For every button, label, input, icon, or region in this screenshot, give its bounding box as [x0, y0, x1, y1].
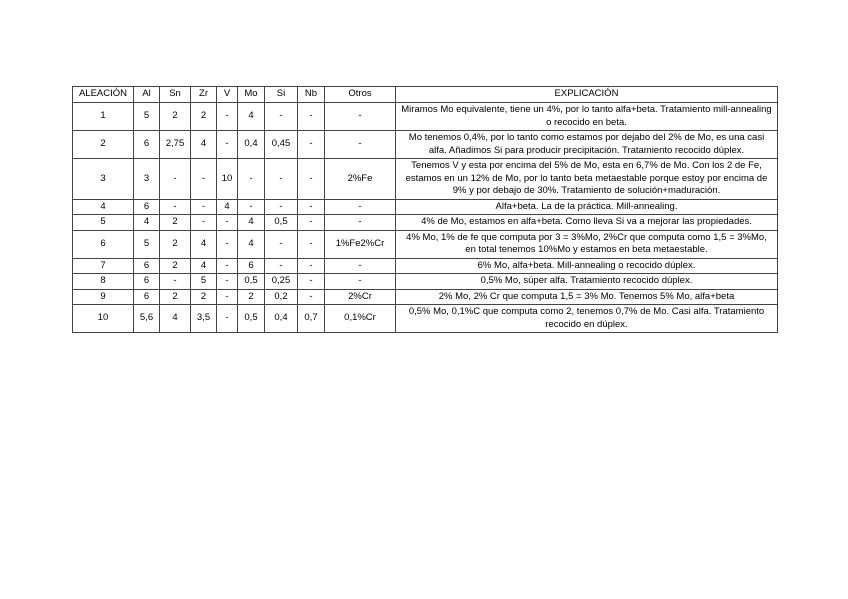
cell-v: - [217, 230, 238, 258]
cell-sn: 2 [160, 215, 191, 231]
cell-mo: 4 [238, 230, 265, 258]
cell-mo: 0,4 [238, 131, 265, 159]
cell-zr: - [191, 159, 217, 200]
cell-sn: - [160, 274, 191, 290]
cell-zr: - [191, 199, 217, 215]
cell-mo: - [238, 159, 265, 200]
cell-nb: - [298, 199, 325, 215]
header-v: V [217, 87, 238, 103]
cell-al: 5 [134, 103, 160, 131]
table-row [73, 289, 778, 305]
cell-aleacion: 6 [73, 230, 134, 258]
header-row [73, 87, 778, 103]
cell-nb: - [298, 131, 325, 159]
cell-mo: 4 [238, 103, 265, 131]
cell-v: - [217, 305, 238, 333]
cell-mo: 6 [238, 258, 265, 274]
cell-otros: - [325, 258, 396, 274]
cell-sn: 2 [160, 258, 191, 274]
cell-al: 6 [134, 199, 160, 215]
table-body [73, 103, 778, 333]
cell-explicacion: 6% Mo, alfa+beta. Mill-annealing o recocido dúplex. [396, 258, 778, 274]
cell-explicacion: Alfa+beta. La de la práctica. Mill-annealing. [396, 199, 778, 215]
cell-si: 0,45 [265, 131, 298, 159]
header-aleacion: ALEACIÓN [73, 87, 134, 103]
cell-sn: 4 [160, 305, 191, 333]
cell-v: - [217, 131, 238, 159]
cell-v: - [217, 274, 238, 290]
cell-nb: - [298, 215, 325, 231]
cell-explicacion: Miramos Mo equivalente, tiene un 4%, por lo tanto alfa+beta. Tratamiento mill-annealing o recocido en beta. [396, 103, 778, 131]
cell-otros: - [325, 131, 396, 159]
cell-v: - [217, 258, 238, 274]
cell-aleacion: 3 [73, 159, 134, 200]
cell-al: 3 [134, 159, 160, 200]
cell-nb: - [298, 289, 325, 305]
cell-nb: - [298, 230, 325, 258]
cell-explicacion: 2% Mo, 2% Cr que computa 1,5 = 3% Mo. Tenemos 5% Mo, alfa+beta [396, 289, 778, 305]
table-row [73, 159, 778, 200]
cell-nb: 0,7 [298, 305, 325, 333]
cell-mo: 4 [238, 215, 265, 231]
table-row [73, 274, 778, 290]
header-zr: Zr [191, 87, 217, 103]
cell-mo: 0,5 [238, 305, 265, 333]
cell-aleacion: 1 [73, 103, 134, 131]
cell-si: 0,5 [265, 215, 298, 231]
cell-aleacion: 2 [73, 131, 134, 159]
cell-al: 5 [134, 230, 160, 258]
cell-si: - [265, 103, 298, 131]
cell-otros: 0,1%Cr [325, 305, 396, 333]
cell-si: 0,25 [265, 274, 298, 290]
cell-sn: 2,75 [160, 131, 191, 159]
table-row [73, 103, 778, 131]
cell-explicacion: 0,5% Mo, súper alfa. Tratamiento recocido dúplex. [396, 274, 778, 290]
table-row [73, 305, 778, 333]
cell-zr: 3,5 [191, 305, 217, 333]
cell-sn: - [160, 159, 191, 200]
cell-otros: 2%Cr [325, 289, 396, 305]
cell-sn: 2 [160, 230, 191, 258]
cell-sn: 2 [160, 103, 191, 131]
cell-explicacion: 4% Mo, 1% de fe que computa por 3 = 3%Mo, 2%Cr que computa como 1,5 = 3%Mo, en total tenemos 10%Mo y estamos en beta metaestable. [396, 230, 778, 258]
cell-zr: 2 [191, 289, 217, 305]
cell-si: 0,2 [265, 289, 298, 305]
cell-nb: - [298, 159, 325, 200]
cell-si: - [265, 159, 298, 200]
cell-explicacion: 4% de Mo, estamos en alfa+beta. Como lleva Si va a mejorar las propiedades. [396, 215, 778, 231]
cell-zr: 4 [191, 230, 217, 258]
cell-otros: - [325, 215, 396, 231]
cell-v: - [217, 215, 238, 231]
cell-al: 6 [134, 274, 160, 290]
cell-aleacion: 10 [73, 305, 134, 333]
table-row [73, 230, 778, 258]
header-al: Al [134, 87, 160, 103]
cell-mo: 0,5 [238, 274, 265, 290]
cell-al: 6 [134, 258, 160, 274]
cell-explicacion: 0,5% Mo, 0,1%C que computa como 2, tenemos 0,7% de Mo. Casi alfa. Tratamiento recocido en dúplex. [396, 305, 778, 333]
cell-otros: - [325, 103, 396, 131]
cell-si: - [265, 199, 298, 215]
cell-al: 6 [134, 289, 160, 305]
cell-mo: 2 [238, 289, 265, 305]
table-row [73, 199, 778, 215]
cell-explicacion: Tenemos V y esta por encima del 5% de Mo, esta en 6,7% de Mo. Con los 2 de Fe, estamos en un 12% de Mo, por lo tanto beta metaestable porque estoy por encima de 9% y por debajo de 30%. Tratamiento de solución+maduración. [396, 159, 778, 200]
cell-si: 0,4 [265, 305, 298, 333]
cell-al: 6 [134, 131, 160, 159]
header-sn: Sn [160, 87, 191, 103]
header-otros: Otros [325, 87, 396, 103]
table-row [73, 258, 778, 274]
cell-v: - [217, 289, 238, 305]
cell-zr: - [191, 215, 217, 231]
cell-zr: 4 [191, 258, 217, 274]
cell-si: - [265, 258, 298, 274]
cell-v: 4 [217, 199, 238, 215]
cell-v: - [217, 103, 238, 131]
header-mo: Mo [238, 87, 265, 103]
cell-al: 5,6 [134, 305, 160, 333]
cell-aleacion: 8 [73, 274, 134, 290]
cell-mo: - [238, 199, 265, 215]
cell-si: - [265, 230, 298, 258]
header-si: Si [265, 87, 298, 103]
cell-sn: - [160, 199, 191, 215]
cell-otros: - [325, 274, 396, 290]
cell-zr: 4 [191, 131, 217, 159]
cell-zr: 2 [191, 103, 217, 131]
cell-sn: 2 [160, 289, 191, 305]
cell-otros: 2%Fe [325, 159, 396, 200]
cell-aleacion: 9 [73, 289, 134, 305]
cell-v: 10 [217, 159, 238, 200]
cell-explicacion: Mo tenemos 0,4%, por lo tanto como estamos por dejabo del 2% de Mo, es una casi alfa. Añadimos Si para producir precipitación. Tratamiento recocido dúplex. [396, 131, 778, 159]
cell-aleacion: 5 [73, 215, 134, 231]
header-nb: Nb [298, 87, 325, 103]
cell-otros: 1%Fe2%Cr [325, 230, 396, 258]
alloy-table [72, 86, 778, 333]
table-row [73, 215, 778, 231]
cell-zr: 5 [191, 274, 217, 290]
cell-aleacion: 4 [73, 199, 134, 215]
cell-nb: - [298, 258, 325, 274]
cell-al: 4 [134, 215, 160, 231]
cell-aleacion: 7 [73, 258, 134, 274]
cell-nb: - [298, 274, 325, 290]
cell-nb: - [298, 103, 325, 131]
table-row [73, 131, 778, 159]
cell-otros: - [325, 199, 396, 215]
header-explicacion: EXPLICACIÓN [396, 87, 778, 103]
